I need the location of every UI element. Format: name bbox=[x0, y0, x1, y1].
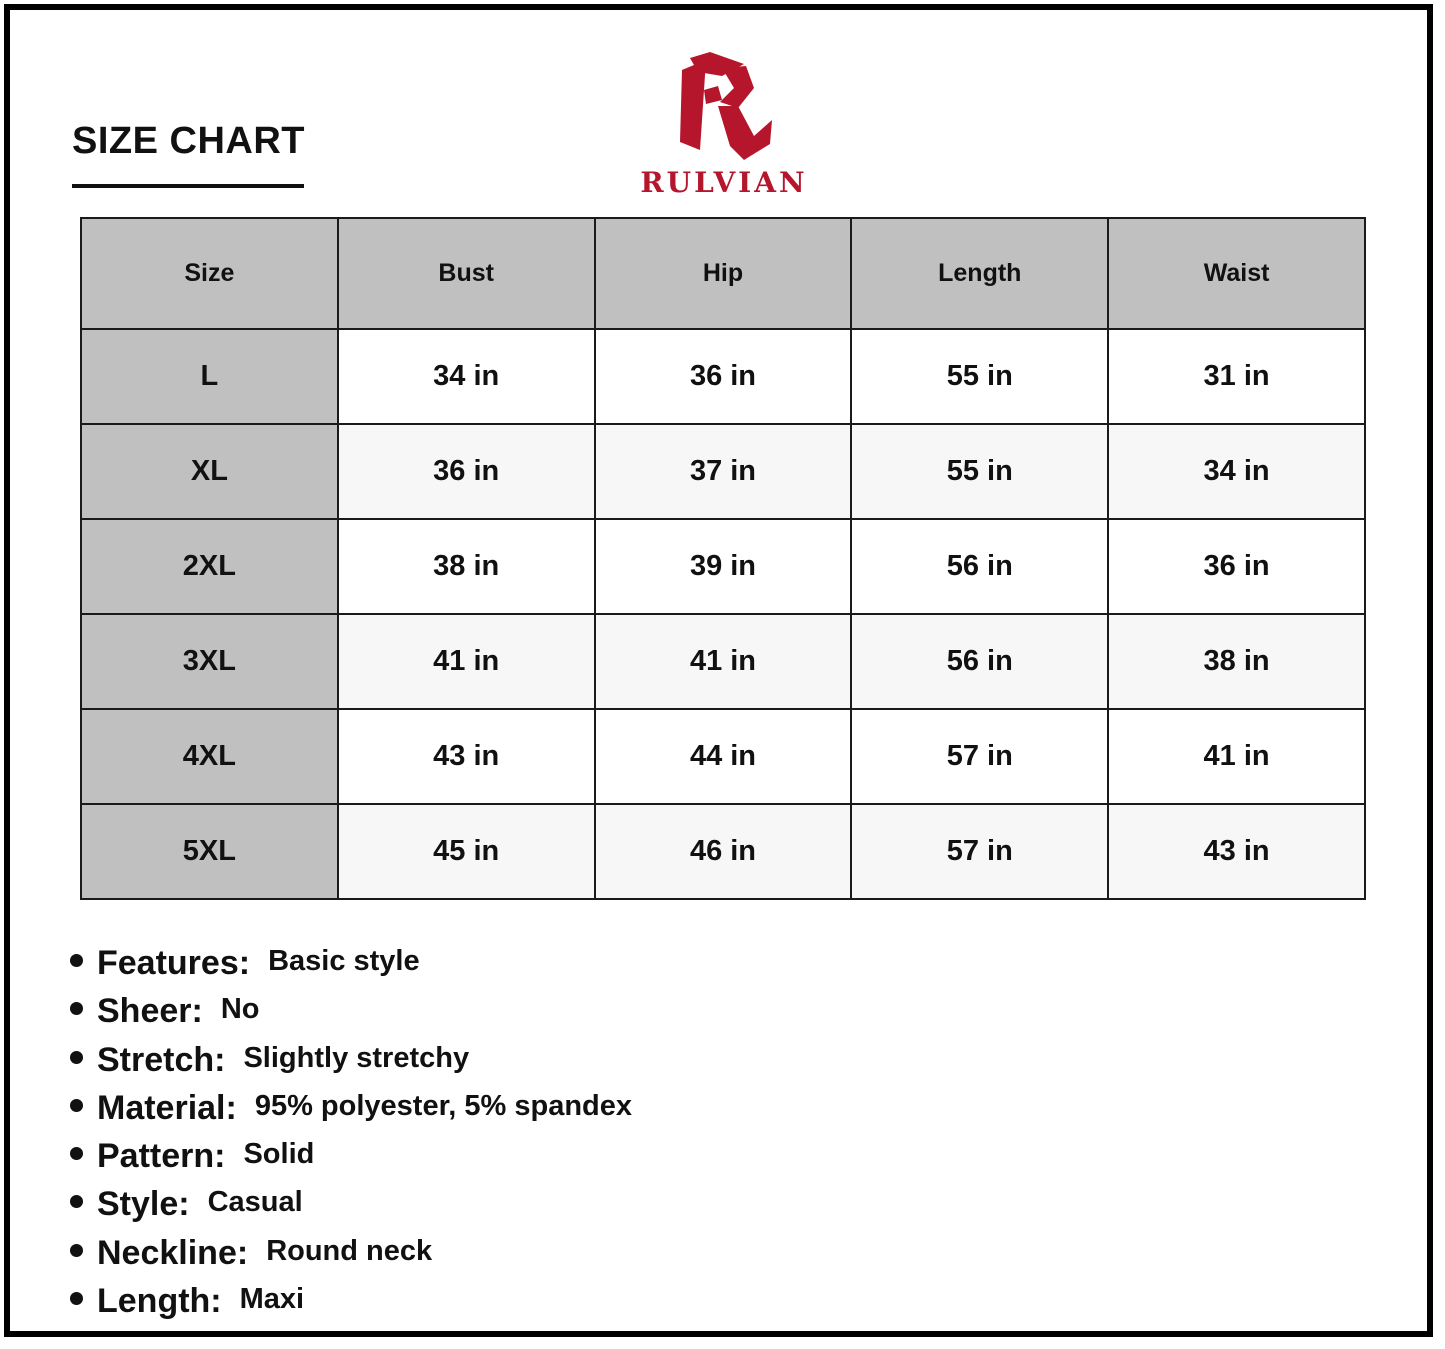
feature-list bbox=[70, 944, 632, 1330]
bullet-icon bbox=[70, 1292, 83, 1305]
list-item bbox=[70, 1089, 632, 1137]
bust-cell: 45 in bbox=[338, 804, 595, 899]
feature-label: Length: bbox=[97, 1282, 222, 1321]
brand-logo bbox=[626, 50, 822, 200]
hip-cell: 44 in bbox=[595, 709, 852, 804]
bust-cell: 36 in bbox=[338, 424, 595, 519]
brand-name: RULVIAN bbox=[640, 166, 808, 199]
size-chart-table bbox=[80, 217, 1366, 900]
bust-cell: 34 in bbox=[338, 329, 595, 424]
table-row bbox=[81, 329, 1365, 424]
waist-cell: 34 in bbox=[1108, 424, 1365, 519]
table-row bbox=[81, 709, 1365, 804]
column-header-hip: Hip bbox=[595, 218, 852, 329]
column-header-bust: Bust bbox=[338, 218, 595, 329]
bust-cell: 38 in bbox=[338, 519, 595, 614]
feature-value: Basic style bbox=[268, 945, 420, 977]
table-row bbox=[81, 519, 1365, 614]
feature-value: Round neck bbox=[266, 1234, 433, 1267]
list-item bbox=[70, 944, 632, 992]
bullet-icon bbox=[70, 1195, 83, 1208]
bullet-icon bbox=[70, 954, 83, 967]
length-cell: 56 in bbox=[851, 519, 1108, 614]
bullet-icon bbox=[70, 1244, 83, 1257]
table-row bbox=[81, 614, 1365, 709]
stylized-r-logo-icon bbox=[626, 50, 822, 168]
length-cell: 57 in bbox=[851, 709, 1108, 804]
length-cell: 56 in bbox=[851, 614, 1108, 709]
length-cell: 57 in bbox=[851, 804, 1108, 899]
feature-value: 95% polyester, 5% spandex bbox=[254, 1089, 633, 1122]
feature-label: Stretch: bbox=[97, 1040, 226, 1079]
feature-label: Pattern: bbox=[97, 1137, 226, 1176]
bullet-icon bbox=[70, 1002, 83, 1015]
waist-cell: 31 in bbox=[1108, 329, 1365, 424]
page-title: SIZE CHART bbox=[72, 120, 305, 162]
feature-label: Style: bbox=[97, 1185, 190, 1224]
waist-cell: 41 in bbox=[1108, 709, 1365, 804]
list-item bbox=[70, 1137, 632, 1185]
table-header-row bbox=[81, 218, 1365, 329]
feature-value: Maxi bbox=[239, 1283, 305, 1316]
bust-cell: 41 in bbox=[338, 614, 595, 709]
size-cell: 2XL bbox=[81, 519, 338, 614]
hip-cell: 46 in bbox=[595, 804, 852, 899]
table-row bbox=[81, 424, 1365, 519]
list-item bbox=[70, 1282, 632, 1330]
bullet-icon bbox=[70, 1051, 83, 1064]
hip-cell: 39 in bbox=[595, 519, 852, 614]
list-item bbox=[70, 1185, 632, 1233]
list-item bbox=[70, 1234, 632, 1282]
waist-cell: 38 in bbox=[1108, 614, 1365, 709]
length-cell: 55 in bbox=[851, 329, 1108, 424]
waist-cell: 36 in bbox=[1108, 519, 1365, 614]
feature-label: Neckline: bbox=[97, 1233, 249, 1272]
size-cell: XL bbox=[81, 424, 338, 519]
table-row bbox=[81, 804, 1365, 899]
feature-label: Material: bbox=[97, 1088, 237, 1127]
column-header-length: Length bbox=[851, 218, 1108, 329]
column-header-waist: Waist bbox=[1108, 218, 1365, 329]
feature-label: Sheer: bbox=[97, 992, 203, 1031]
bust-cell: 43 in bbox=[338, 709, 595, 804]
bullet-icon bbox=[70, 1147, 83, 1160]
list-item bbox=[70, 992, 632, 1040]
hip-cell: 41 in bbox=[595, 614, 852, 709]
title-underline bbox=[72, 184, 304, 188]
feature-value: Casual bbox=[207, 1186, 303, 1219]
waist-cell: 43 in bbox=[1108, 804, 1365, 899]
size-cell: 5XL bbox=[81, 804, 338, 899]
feature-value: Solid bbox=[243, 1138, 315, 1171]
size-cell: 4XL bbox=[81, 709, 338, 804]
hip-cell: 37 in bbox=[595, 424, 852, 519]
column-header-size: Size bbox=[81, 218, 338, 329]
feature-label: Features: bbox=[97, 944, 251, 982]
feature-value: No bbox=[220, 993, 260, 1026]
list-item bbox=[70, 1041, 632, 1089]
size-cell: L bbox=[81, 329, 338, 424]
length-cell: 55 in bbox=[851, 424, 1108, 519]
hip-cell: 36 in bbox=[595, 329, 852, 424]
feature-value: Slightly stretchy bbox=[243, 1041, 470, 1074]
size-cell: 3XL bbox=[81, 614, 338, 709]
bullet-icon bbox=[70, 1099, 83, 1112]
